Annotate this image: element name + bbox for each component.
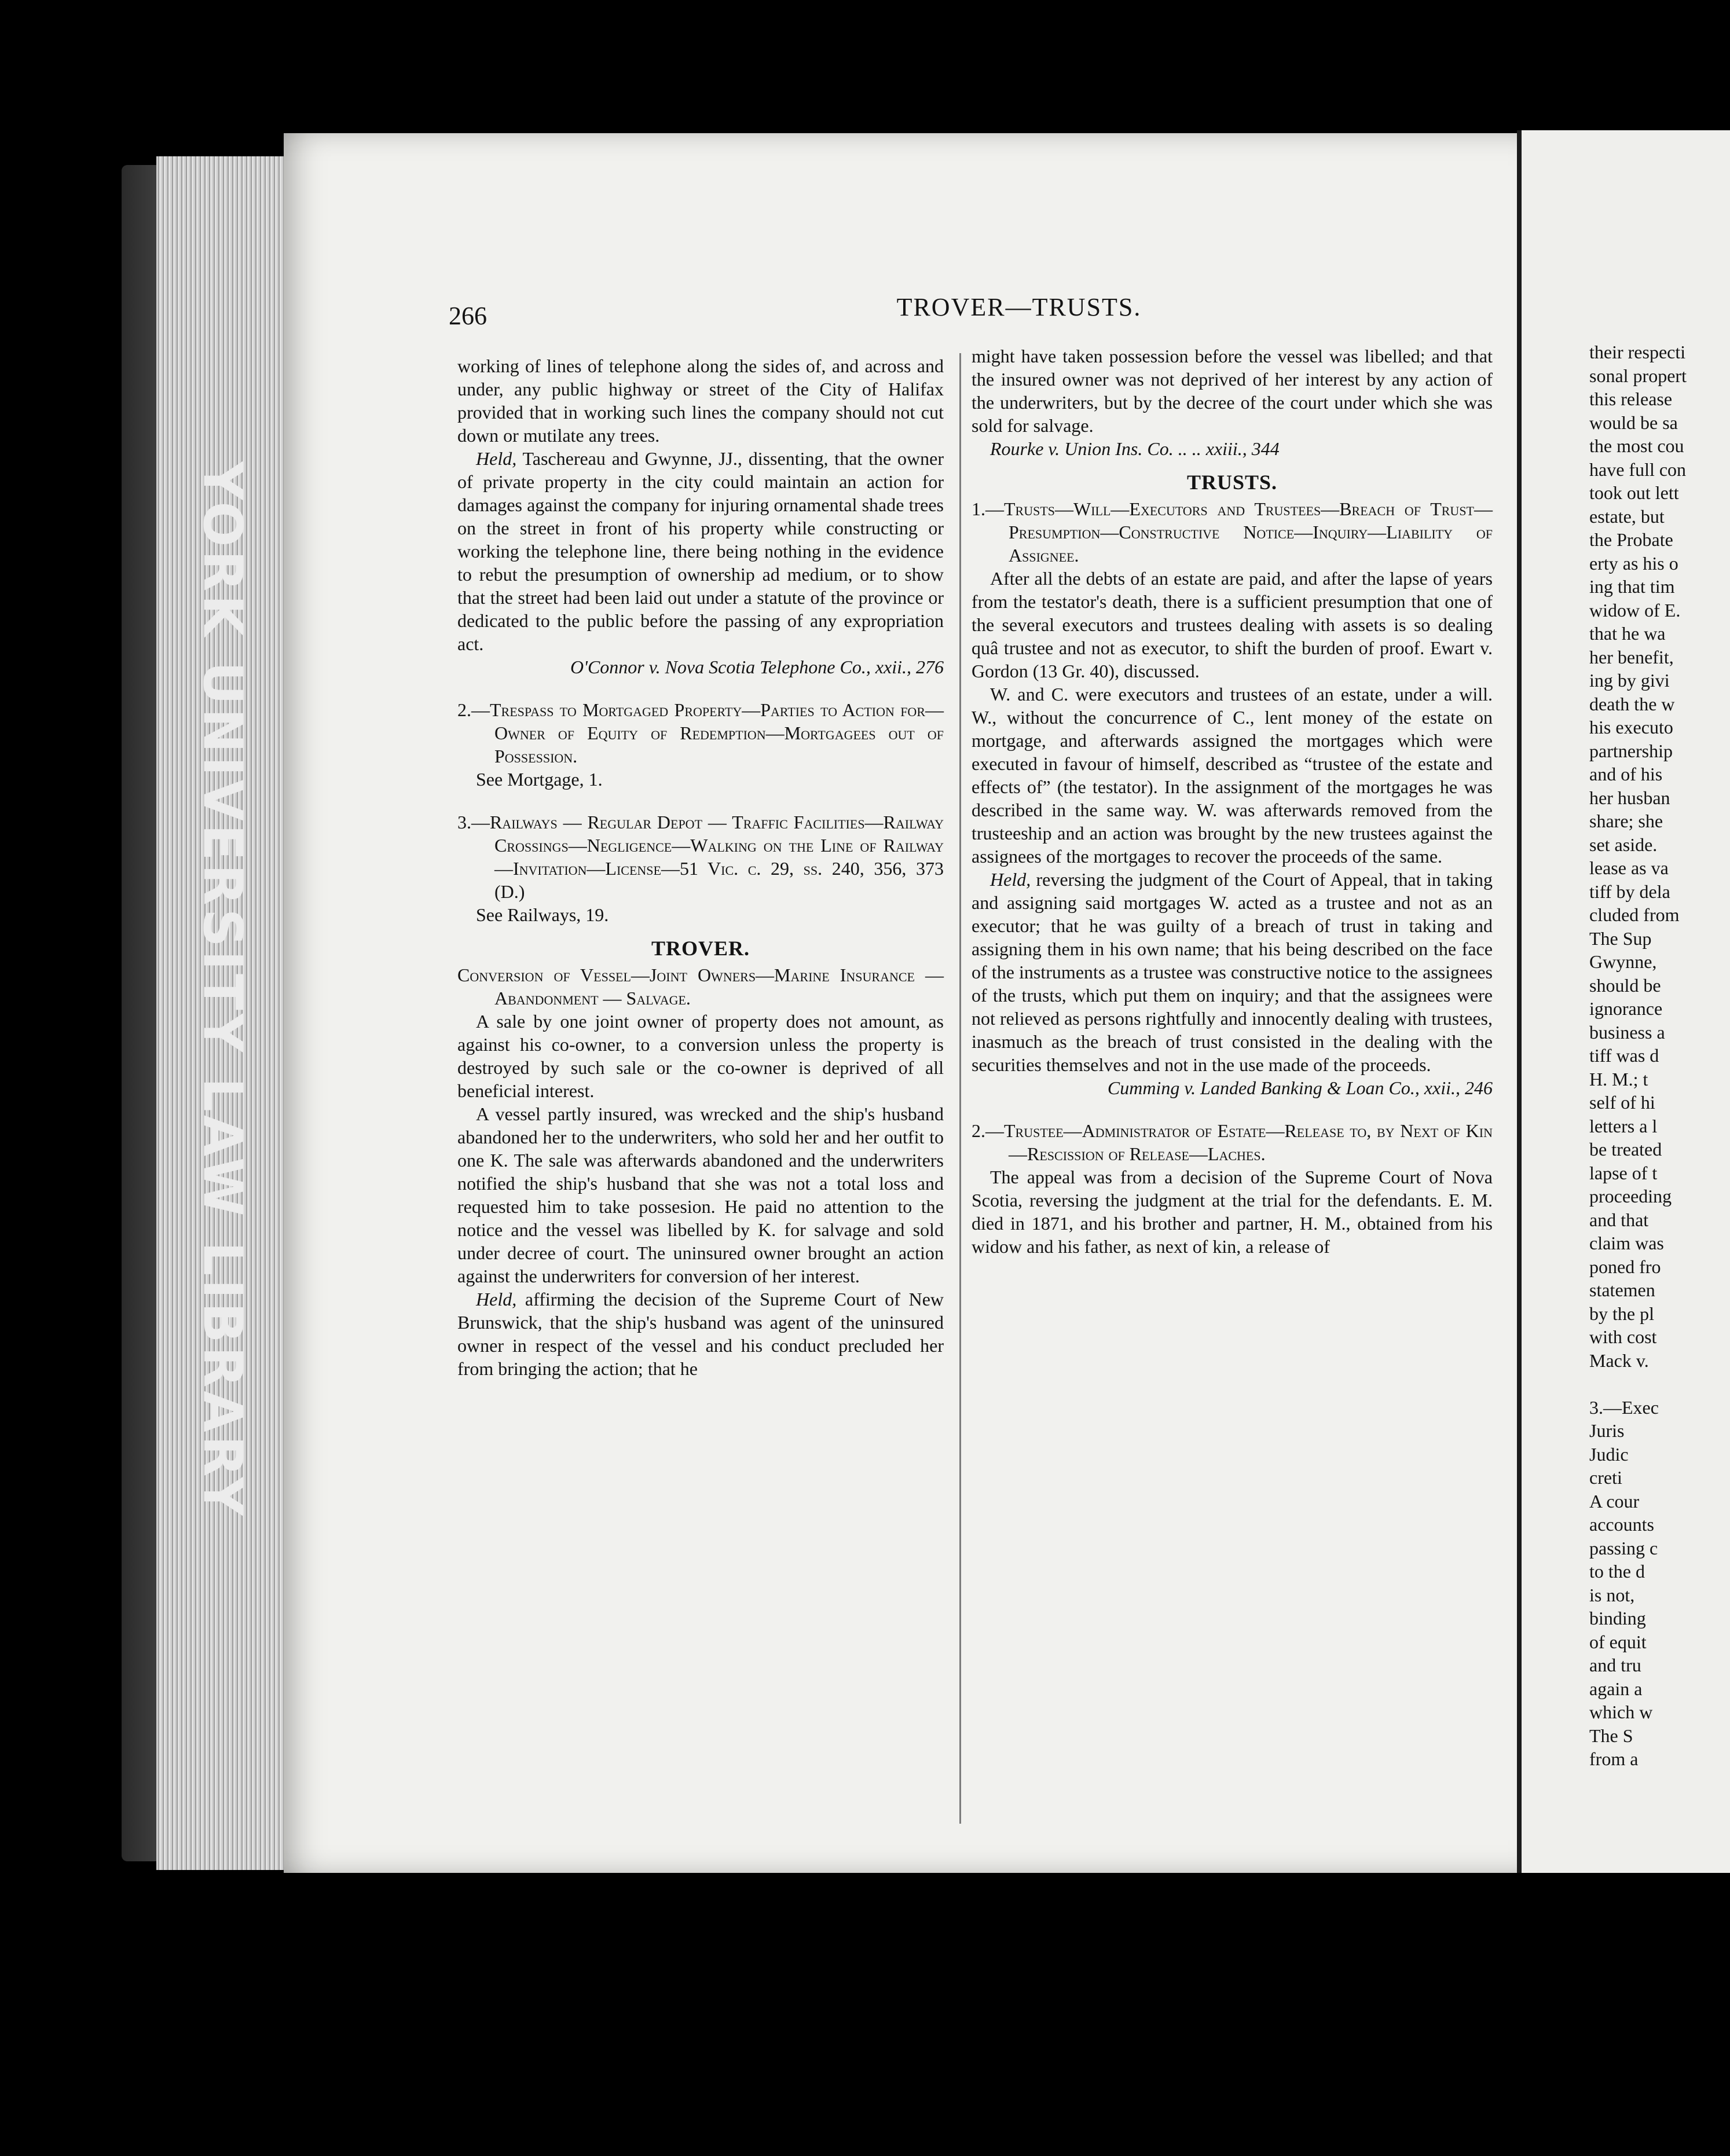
partial-line: death the w: [1589, 693, 1675, 714]
partial-line: the Probate: [1589, 529, 1673, 550]
block-gap: [457, 679, 944, 698]
partial-line: lapse of t: [1589, 1162, 1658, 1183]
partial-line: widow of E.: [1589, 599, 1681, 621]
page-number: 266: [449, 302, 487, 330]
section-heading: TRUSTS.: [1186, 471, 1278, 494]
paragraph-text: Taschereau and Gwynne, JJ., dissenting, that the owner of private property in the city could maintain an action for damages against the company for injuring ornamental shade trees on the street in front of his property while constructing or working the telephone line, there being nothing in the evidence to rebut the presumption of ownership ad medium, or to show that the street had been laid out under a statute of the province or dedicated to the public before the passing of any expropriation act.: [457, 448, 944, 654]
paragraph-lead: Held,: [476, 448, 517, 469]
partial-line: that he wa: [1589, 623, 1666, 644]
partial-line: the most cou: [1589, 435, 1684, 456]
body-paragraph: [457, 1102, 944, 1288]
library-stamp: [174, 461, 272, 1519]
partial-line: which w: [1589, 1702, 1653, 1722]
partial-line: accounts: [1589, 1514, 1654, 1535]
partial-line: [1589, 1372, 1728, 1396]
partial-line: A cour: [1589, 1490, 1640, 1512]
partial-line: by the pl: [1589, 1303, 1654, 1324]
partial-line: poned fro: [1589, 1256, 1661, 1277]
section-heading: TROVER.: [651, 937, 750, 960]
partial-line: creti: [1589, 1467, 1622, 1488]
case-citation: Cumming v. Landed Banking & Loan Co., xxii., 246: [1107, 1077, 1493, 1098]
partial-line: The S: [1589, 1725, 1633, 1746]
partial-line: her benefit,: [1589, 646, 1674, 668]
paragraph-text: The appeal was from a decision of the Supreme Court of Nova Scotia, reversing the judgment at the trial for the defendants. E. M. died in 1871, and his brother and partner, H. M., obtained from his widow and his father, as next of kin, a release of: [972, 1167, 1493, 1257]
digest-keywords: 3.—Railways — Regular Depot — Traffic Facilities—Railway Crossings—Negligence—Walking on the Line of Railway—Invitation—License—51 Vic. c. 29, ss. 240, 356, 373 (D.): [457, 812, 944, 902]
partial-line: ing by givi: [1589, 670, 1670, 691]
partial-line: his executo: [1589, 717, 1673, 738]
partial-line: cluded from: [1589, 904, 1680, 925]
case-citation: O'Connor v. Nova Scotia Telephone Co., xxii., 276: [570, 657, 944, 677]
cross-reference: See Railways, 19.: [476, 904, 609, 925]
digest-keywords: 2.—Trustee—Administrator of Estate—Release to, by Next of Kin—Rescission of Release—Laches.: [972, 1120, 1493, 1164]
digest-keywords: Conversion of Vessel—Joint Owners—Marine Insurance — Abandonment — Salvage.: [457, 965, 944, 1009]
partial-line: set aside.: [1589, 834, 1658, 855]
partial-line: erty as his o: [1589, 552, 1678, 574]
body-paragraph: [972, 567, 1493, 683]
partial-line: binding: [1589, 1608, 1646, 1629]
partial-line: share; she: [1589, 811, 1663, 831]
partial-line: and of his: [1589, 764, 1663, 784]
partial-line: H. M.; t: [1589, 1068, 1648, 1090]
partial-line: partnership: [1589, 740, 1673, 761]
partial-line: Judic: [1589, 1443, 1629, 1465]
case-citation: Rourke v. Union Ins. Co. .. .. xxiii., 344: [990, 438, 1280, 459]
partial-line: with cost: [1589, 1326, 1657, 1347]
partial-line: her husban: [1589, 787, 1670, 808]
partial-line: Gwynne,: [1589, 951, 1657, 972]
paragraph-text: affirming the decision of the Supreme Court of New Brunswick, that the ship's husband was agent of the uninsured owner in respect of the vessel and his conduct precluded her from bringing the action; that he: [457, 1289, 944, 1379]
body-paragraph: [457, 354, 944, 447]
partial-line: and that: [1589, 1209, 1649, 1230]
partial-line: again a: [1589, 1678, 1643, 1699]
partial-line: tiff was d: [1589, 1045, 1659, 1066]
partial-line: proceeding: [1589, 1186, 1672, 1207]
partial-line: have full con: [1589, 459, 1687, 480]
partial-line: be treated: [1589, 1139, 1662, 1160]
partial-line: would be sa: [1589, 412, 1678, 433]
digest-keywords: 2.—Trespass to Mortgaged Property—Parties to Action for—Owner of Equity of Redemption—Mortgagees out of Possession.: [457, 699, 944, 767]
paragraph-text: A sale by one joint owner of property does not amount, as against his co-owner, to a conversion unless the property is destroyed by such sale or the co-owner is deprived of all beneficial interest.: [457, 1011, 944, 1101]
cross-reference: See Mortgage, 1.: [476, 769, 603, 790]
digest-keywords: 1.—Trusts—Will—Executors and Trustees—Breach of Trust—Presumption—Constructive Notice—Inquiry—Liability of Assignee.: [972, 498, 1493, 566]
body-paragraph: [972, 344, 1493, 437]
right-text-column: [972, 344, 1493, 1258]
body-paragraph: [972, 683, 1493, 868]
partial-line: business a: [1589, 1021, 1665, 1043]
partial-line: from a: [1589, 1748, 1639, 1769]
partial-line: Mack v.: [1589, 1350, 1649, 1371]
partial-line: 3.—Exec: [1589, 1396, 1659, 1418]
column-divider: [959, 353, 961, 1824]
partial-line: this release: [1589, 388, 1673, 409]
block-gap: [457, 791, 944, 811]
partial-line: lease as va: [1589, 857, 1669, 878]
partial-line: claim was: [1589, 1233, 1664, 1253]
partial-line: letters a l: [1589, 1115, 1658, 1136]
partial-line: ing that tim: [1589, 576, 1675, 597]
partial-line: Juris: [1589, 1420, 1625, 1441]
partial-line: The Sup: [1589, 927, 1652, 949]
partial-line: passing c: [1589, 1537, 1658, 1559]
body-paragraph: [457, 447, 944, 655]
paragraph-text: After all the debts of an estate are paid, and after the lapse of years from the testator's death, there is a sufficient presumption that one of the several executors and trustees dealing with assets is so dealing quâ trustee and not as executor, to shift the burden of proof. Ewart v. Gordon (13 Gr. 40), discussed.: [972, 568, 1493, 681]
facing-page-partial-column: [1589, 340, 1728, 1771]
paragraph-text: A vessel partly insured, was wrecked and the ship's husband abandoned her to the underwriters, who sold her and her outfit to one K. The sale was afterwards abandoned and the underwriters notified the ship's husband that she was not a total loss and requested him to take possesion. He paid no attention to the notice and the vessel was libelled by K. for salvage and sold under decree of court. The uninsured owner brought an action against the underwriters for conversion of her interest.: [457, 1103, 944, 1286]
paragraph-text: working of lines of telephone along the sides of, and across and under, any public highway or street of the City of Halifax provided that in working such lines the company should not cut down or mutilate any trees.: [457, 355, 944, 446]
partial-line: of equit: [1589, 1631, 1647, 1652]
running-head: TROVER—TRUSTS.: [896, 293, 1142, 321]
partial-line: their respecti: [1589, 342, 1686, 362]
partial-line: self of hi: [1589, 1092, 1655, 1113]
paragraph-text: might have taken possession before the vessel was libelled; and that the insured owner was not deprived of her interest by any action of the underwriters, but by the decree of the court under which she was sold for salvage.: [972, 346, 1493, 436]
partial-line: statemen: [1589, 1279, 1655, 1300]
partial-line: sonal propert: [1589, 365, 1687, 386]
partial-line: to the d: [1589, 1561, 1645, 1582]
paragraph-lead: Held,: [990, 869, 1031, 890]
paragraph-text: W. and C. were executors and trustees of an estate, under a will. W., without the concurrence of C., lent money of the estate on mortgage, and afterwards assigned the mortgages which were executed in favour of himself, described as “trustee of the estate and effects of” (the testator). In the assignment of the mortgages he was described in the same way. W. was afterwards removed from the trusteeship and an action was brought by the new trustees against the assignees of the mortgages to recover the proceeds of the same.: [972, 684, 1493, 867]
partial-line: and tru: [1589, 1655, 1641, 1675]
partial-line: should be: [1589, 974, 1661, 996]
block-gap: [972, 1099, 1493, 1119]
body-paragraph: [972, 868, 1493, 1076]
library-stamp-text: YORK UNIVERSITY LAW LIBRARY: [192, 461, 254, 1519]
partial-line: tiff by dela: [1589, 881, 1670, 902]
left-text-column: [457, 354, 944, 1380]
partial-line: estate, but: [1589, 505, 1665, 527]
partial-line: is not,: [1589, 1584, 1635, 1605]
body-paragraph: [972, 1165, 1493, 1258]
partial-line: ignorance: [1589, 998, 1663, 1019]
partial-line: took out lett: [1589, 482, 1679, 503]
body-paragraph: [457, 1288, 944, 1380]
body-paragraph: [457, 1010, 944, 1102]
paragraph-text: reversing the judgment of the Court of Appeal, that in taking and assigning said mortgages W. acted as a trustee and not as an executor; that he was guilty of a breach of trust in taking and assigning them in his own name; that his being described on the face of the instruments as a trustee was constructive notice to the assignees of the trusts, which put them on inquiry; and that the assignees were not relieved as persons rightfully and innocently dealing with trustees, inasmuch as the breach of trust consisted in the dealing with the securities themselves and not in the use made of the proceeds.: [972, 869, 1493, 1075]
paragraph-lead: Held,: [476, 1289, 517, 1310]
